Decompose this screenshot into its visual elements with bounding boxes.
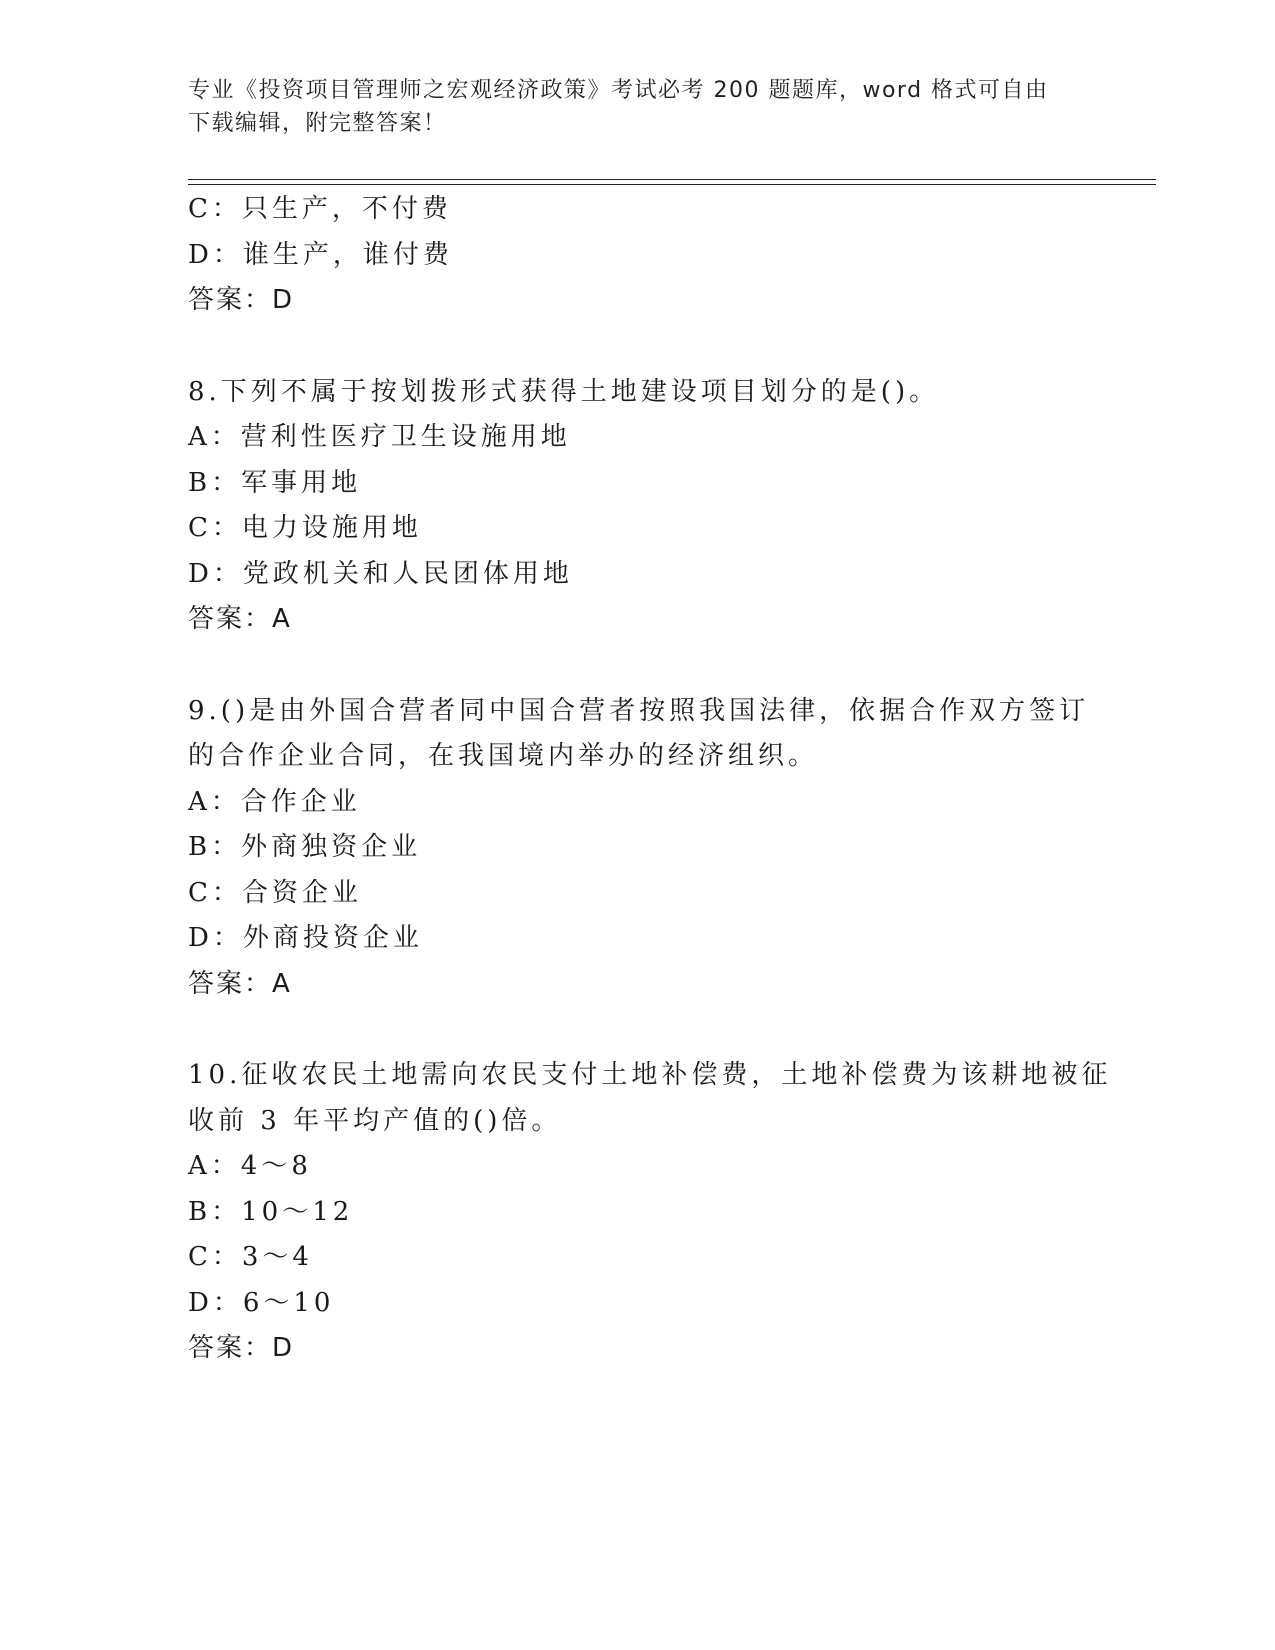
option-d: D：党政机关和人民团体用地 [188, 558, 573, 589]
answer: 答案：A [188, 968, 292, 999]
answer: 答案：D [188, 1333, 295, 1363]
option-c: C：只生产，不付费 [188, 194, 452, 224]
question-list [188, 187, 1112, 1372]
option-d: D：谁生产，谁付费 [188, 239, 453, 270]
question-8 [188, 370, 1088, 643]
option-d: D：6～10 [188, 1287, 335, 1318]
option-c: C：3～4 [188, 1242, 313, 1272]
question-text: 8.下列不属于按划拨形式获得土地建设项目划分的是()。 [188, 376, 940, 407]
answer: 答案：D [188, 285, 295, 315]
question-10 [188, 1053, 1112, 1372]
option-b: B：外商独资企业 [188, 832, 422, 862]
document-header [188, 74, 1088, 140]
option-c: C：合资企业 [188, 877, 362, 908]
question-9 [188, 689, 1088, 1008]
option-a: A：4～8 [188, 1151, 312, 1181]
option-c: C：电力设施用地 [188, 513, 422, 543]
option-a: A：合作企业 [188, 786, 361, 817]
option-b: B：10～12 [188, 1196, 354, 1227]
question-text-line-2: 的合作企业合同，在我国境内举办的经济组织。 [188, 741, 819, 771]
answer: 答案：A [188, 604, 292, 634]
header-divider-top [188, 179, 1156, 180]
header-line-1: 专业《投资项目管理师之宏观经济政策》考试必考 200 题题库，word 格式可自由 [188, 78, 1049, 103]
question-text-line-2: 收前 3 年平均产值的()倍。 [188, 1105, 562, 1136]
question-text-line-1: 10.征收农民土地需向农民支付土地补偿费，土地补偿费为该耕地被征 [188, 1060, 1112, 1090]
header-divider-bottom [188, 184, 1156, 185]
question-text-line-1: 9.()是由外国合营者同中国合营者按照我国法律，依据合作双方签订 [188, 695, 1090, 726]
option-d: D：外商投资企业 [188, 923, 423, 953]
option-b: B：军事用地 [188, 467, 362, 498]
spacer [188, 324, 1088, 370]
spacer [188, 643, 1088, 689]
spacer [188, 1007, 1088, 1053]
option-a: A：营利性医疗卫生设施用地 [188, 422, 571, 452]
question-7-continued [188, 187, 1088, 324]
header-line-2: 下载编辑，附完整答案！ [188, 111, 447, 136]
